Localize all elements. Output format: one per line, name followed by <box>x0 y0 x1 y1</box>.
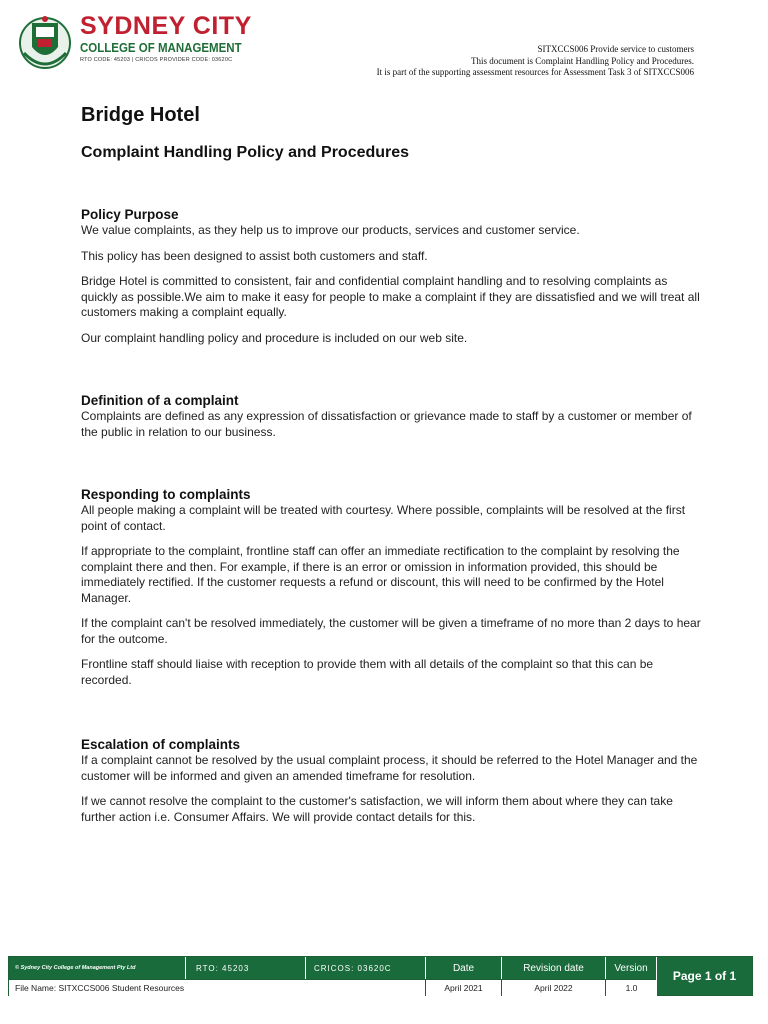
footer-revision-label: Revision date <box>502 957 606 979</box>
page-footer <box>8 956 753 996</box>
paragraph: All people making a complaint will be treated with courtesy. Where possible, complaints will be resolved at the first point of contact. <box>81 503 686 533</box>
footer-revision-value: April 2022 <box>502 980 606 996</box>
logo-subtitle: COLLEGE OF MANAGEMENT <box>80 41 242 55</box>
footer-date-value: April 2021 <box>426 980 502 996</box>
logo-name: SYDNEY CITY <box>80 12 252 40</box>
section-heading: Responding to complaints <box>81 487 251 502</box>
footer-version-value: 1.0 <box>625 983 638 993</box>
section-heading: Policy Purpose <box>81 207 179 222</box>
paragraph: If we cannot resolve the complaint to the customer's satisfaction, we will inform them about where they can take further action i.e. Consumer Affairs. We will provide contact details for this. <box>81 794 673 824</box>
document-subtitle: Complaint Handling Policy and Procedures <box>81 144 410 161</box>
header-info <box>377 44 694 79</box>
section-heading: Escalation of complaints <box>81 737 241 752</box>
section-responding <box>81 486 701 688</box>
paragraph: Frontline staff should liaise with reception to provide them with all details of the complaint so that this can be recorded. <box>81 657 654 687</box>
section-escalation <box>81 736 701 825</box>
header-assessment: It is part of the supporting assessment resources for Assessment Task 3 of SITXCCS006 <box>376 67 694 77</box>
footer-rto: RTO: 45203 <box>186 957 306 979</box>
section-heading: Definition of a complaint <box>81 393 239 408</box>
page-number: Page 1 of 1 <box>656 957 752 995</box>
paragraph: If appropriate to the complaint, frontline staff can offer an immediate rectification to the complaint by resolving the complaint there and then. For example, if there is an error or omission in information provided, this should be immediately rectified. If the customer requests a refund or discount, this will need to be confirmed by the Hotel Manager. <box>81 544 680 605</box>
paragraph: We value complaints, as they help us to improve our products, services and customer service. <box>81 223 580 237</box>
paragraph: Our complaint handling policy and procedure is included on our web site. <box>81 330 468 345</box>
footer-header-row <box>9 957 657 979</box>
college-logo <box>14 11 252 73</box>
header-doc-name: This document is Complaint Handling Policy and Procedures. <box>471 55 694 66</box>
footer-value-row <box>9 979 657 996</box>
footer-file-name: File Name: SITXCCS006 Student Resources <box>9 980 426 996</box>
document-title: Bridge Hotel <box>81 104 200 126</box>
paragraph: Bridge Hotel is committed to consistent, fair and confidential complaint handling and to resolving complaints as quickly as possible.We aim to make it easy for people to make a complaint if they are dissatisfied and we will treat all customers making a complaint equally. <box>81 274 700 319</box>
header-unit: SITXCCS006 Provide service to customers <box>537 44 694 54</box>
logo-codes: RTO CODE: 45203 | CRICOS PROVIDER CODE: 03620C <box>80 57 233 63</box>
footer-version-label: Version <box>606 957 657 979</box>
paragraph: Complaints are defined as any expression of dissatisfaction or grievance made to staff by a customer or member of the public in relation to our business. <box>81 409 692 439</box>
section-policy-purpose <box>81 206 701 346</box>
footer-cricos: CRICOS: 03620C <box>306 957 426 979</box>
paragraph: This policy has been designed to assist both customers and staff. <box>81 248 428 263</box>
document-title-block <box>81 100 696 164</box>
crest-icon <box>18 13 73 71</box>
footer-date-label: Date <box>426 957 502 979</box>
paragraph: If the complaint can't be resolved immediately, the customer will be given a timeframe of no more than 2 days to hear for the outcome. <box>81 616 701 646</box>
footer-copyright: © Sydney City College of Management Pty Ltd <box>9 957 186 979</box>
paragraph: If a complaint cannot be resolved by the usual complaint process, it should be referred to the Hotel Manager and the customer will be informed and given an amended timeframe for resolution. <box>81 753 698 783</box>
section-definition <box>81 392 701 440</box>
